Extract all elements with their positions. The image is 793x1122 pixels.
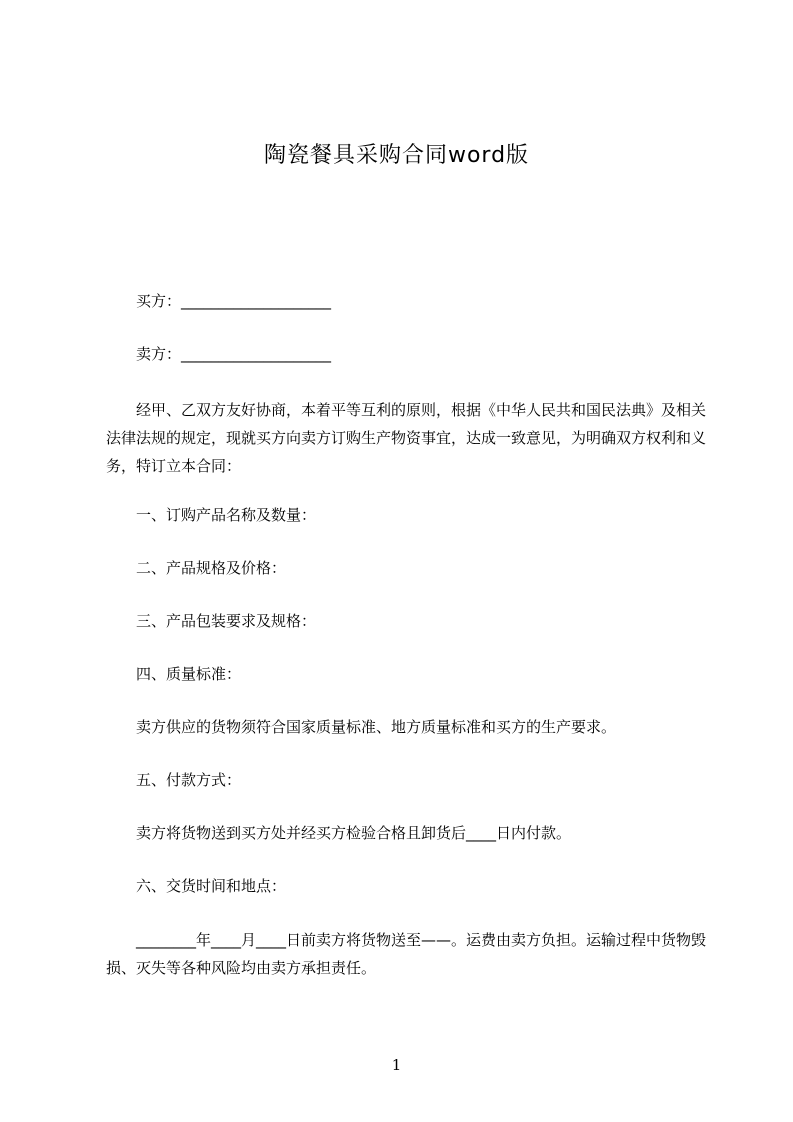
delivery-text: ________年____月____日前卖方将货物送至——。运费由卖方负担。运输过程中货物毁损、灭失等各种风险均由卖方承担责任。	[106, 931, 707, 977]
section-3-heading: 三、产品包装要求及规格：	[136, 612, 317, 630]
buyer-line: 买方：____________________	[136, 292, 332, 310]
section-2-heading: 二、产品规格及价格：	[136, 559, 287, 577]
document-title: 陶瓷餐具采购合同word版	[263, 143, 530, 168]
delivery-paragraph	[106, 926, 706, 982]
section-4-heading: 四、质量标准：	[136, 665, 242, 683]
payment-text: 卖方将货物送到买方处并经买方检验合格且卸货后____日内付款。	[136, 824, 572, 842]
section-1-heading: 一、订购产品名称及数量：	[136, 506, 317, 524]
intro-text: 经甲、乙双方友好协商，本着平等互利的原则，根据《中华人民共和国民法典》及相关法律法规的规定，现就买方向卖方订购生产物资事宜，达成一致意见，为明确双方权利和义务，特订立本合同：	[106, 401, 707, 475]
intro-paragraph	[106, 396, 706, 480]
page-number: 1	[391, 1056, 402, 1074]
seller-line: 卖方：____________________	[136, 345, 332, 363]
section-6-heading: 六、交货时间和地点：	[136, 877, 287, 895]
section-5-heading: 五、付款方式：	[136, 771, 242, 789]
quality-text: 卖方供应的货物须符合国家质量标准、地方质量标准和买方的生产要求。	[136, 718, 617, 736]
